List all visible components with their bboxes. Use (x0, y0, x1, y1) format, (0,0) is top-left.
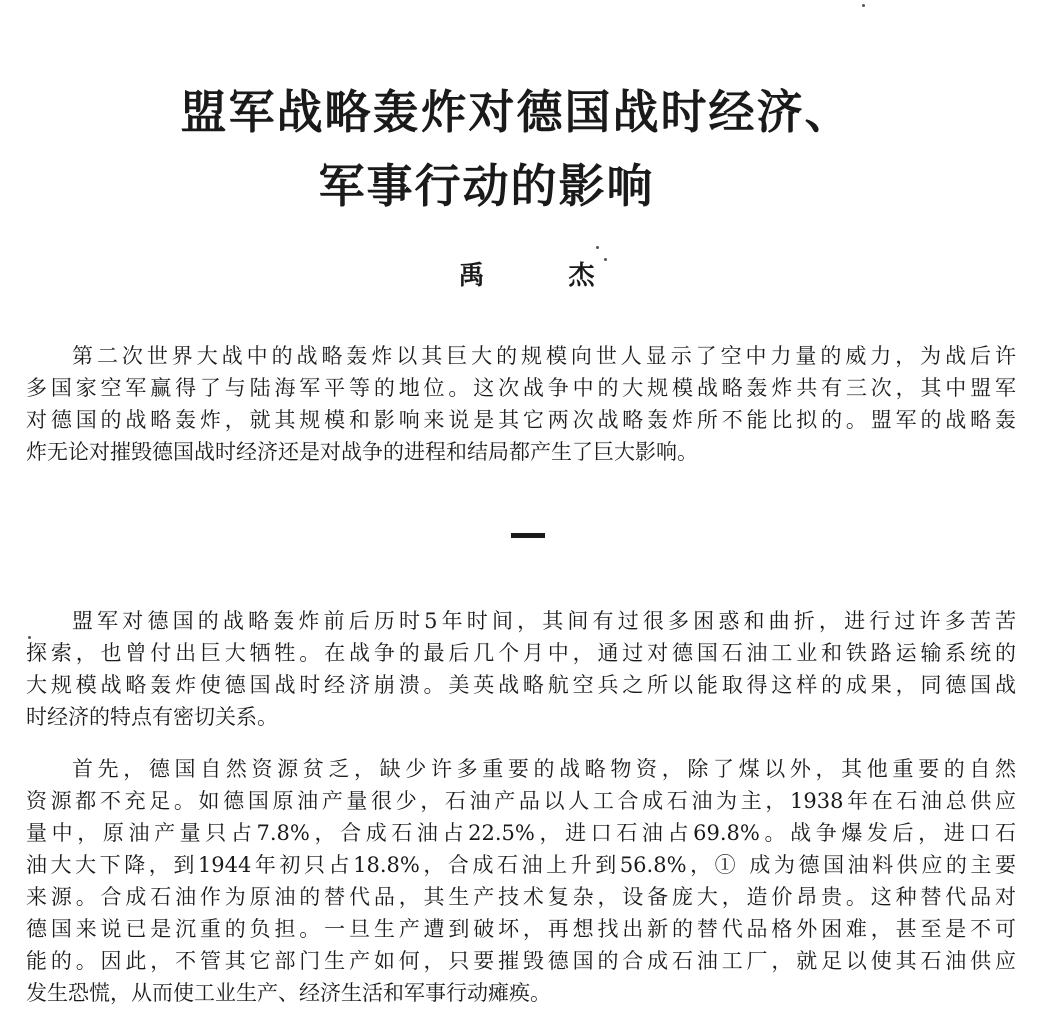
title-line-1: 盟军战略轰炸对德国战时经济、 (180, 85, 853, 139)
section-number (511, 533, 545, 538)
paragraph-3-line: 能的。因此，不管其它部门生产如何，只要摧毁德国的合成石油工厂，就足以使其石油供应 (26, 949, 1016, 973)
paragraph-2-line: 探索，也曾付出巨大牺牲。在战争的最后几个月中，通过对德国石油工业和铁路运输系统的 (26, 641, 1016, 665)
paragraph-3-line: 油大大下降，到1944年初只占18.8%，合成石油上升到56.8%，① 成为德国油料供应的主要 (26, 853, 1016, 877)
paragraph-2-line: 时经济的特点有密切关系。 (26, 705, 278, 729)
paragraph-2-line: 盟军对德国的战略轰炸前后历时5年时间，其间有过很多困惑和曲折，进行过许多苦苦 (72, 609, 1016, 633)
paragraph-3-line: 德国来说已是沉重的负担。一旦生产遭到破坏，再想找出新的替代品格外困难，甚至是不可 (26, 917, 1016, 941)
paragraph-1-line: 炸无论对摧毁德国战时经济还是对战争的进程和结局都产生了巨大影响。 (26, 440, 698, 464)
scan-speck (596, 246, 599, 249)
paragraph-3 (26, 753, 1016, 1009)
author (0, 255, 1053, 292)
paragraph-2 (26, 605, 1016, 733)
paragraph-1-line: 对德国的战略轰炸，就其规模和影响来说是其它两次战略轰炸所不能比拟的。盟军的战略轰 (26, 408, 1016, 432)
paragraph-3-line: 来源。合成石油作为原油的替代品，其生产技术复杂，设备庞大，造价昂贵。这种替代品对 (26, 885, 1016, 909)
author-char-2: 杰 (568, 261, 595, 291)
paragraph-1-line: 多国家空军赢得了与陆海军平等的地位。这次战争中的大规模战略轰炸共有三次，其中盟军 (26, 376, 1016, 400)
paragraph-3-line: 发生恐慌，从而使工业生产、经济生活和军事行动瘫痪。 (26, 981, 551, 1005)
scan-speck (862, 4, 865, 7)
scan-speck (604, 258, 607, 261)
author-char-1: 禹 (458, 261, 485, 291)
paragraph-3-line: 首先，德国自然资源贫乏，缺少许多重要的战略物资，除了煤以外，其他重要的自然 (72, 757, 1016, 781)
paragraph-2-line: 大规模战略轰炸使德国战时经济崩溃。美英战略航空兵之所以能取得这样的成果，同德国战 (26, 673, 1016, 697)
paragraph-1 (26, 340, 1016, 468)
title-line-2: 军事行动的影响 (318, 159, 655, 213)
paragraph-1-line: 第二次世界大战中的战略轰炸以其巨大的规模向世人显示了空中力量的威力，为战后许 (72, 344, 1016, 368)
paragraph-3-line: 资源都不充足。如德国原油产量很少，石油产品以人工合成石油为主，1938年在石油总供应 (26, 789, 1016, 813)
paragraph-3-line: 量中，原油产量只占7.8%，合成石油占22.5%，进口石油占69.8%。战争爆发后，进口石 (26, 821, 1016, 845)
